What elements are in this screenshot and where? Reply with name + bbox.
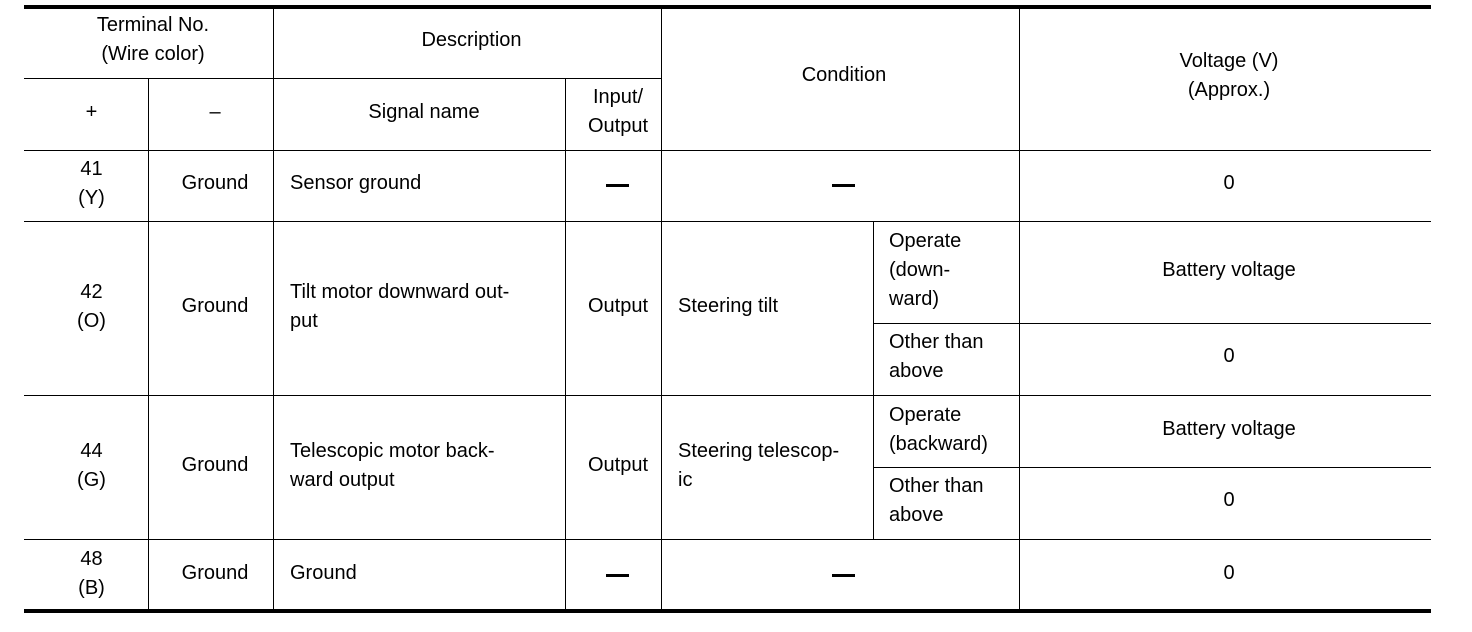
column-divider [873,395,874,539]
signal-line: put [290,310,318,332]
condition-line: Steering telescop- [678,440,840,462]
voltage-cell: 0 [1223,345,1235,367]
terminal-cell [24,545,159,603]
table-top-border [24,5,1431,9]
state-line: Other than [889,331,984,353]
terminal-number: 48 [80,548,103,570]
state-line: above [889,360,944,382]
state-cell [889,472,984,530]
state-cell [889,227,961,314]
header-voltage-line: (Approx.) [1187,79,1271,101]
wire-color: (Y) [78,187,105,209]
state-line: ward) [889,288,940,310]
voltage-cell: 0 [1223,489,1235,511]
state-cell [889,401,988,459]
condition-cell [832,184,855,187]
signal-cell: Ground [290,562,357,584]
minus-cell: Ground [181,172,249,194]
terminal-cell [24,155,159,213]
header-terminal-line: (Wire color) [101,43,205,65]
minus-cell: Ground [181,295,249,317]
signal-line: Telescopic motor back- [290,440,495,462]
sub-row-divider [874,323,1431,324]
condition-cell [832,574,855,577]
state-line: Operate [889,404,962,426]
signal-cell: Sensor ground [290,172,422,194]
state-line: above [889,504,944,526]
state-line: Other than [889,475,984,497]
header-terminal-line: Terminal No. [96,14,210,36]
header-input-output [566,83,670,141]
state-line: (backward) [889,433,988,455]
sub-row-divider [874,467,1431,468]
minus-cell: Ground [181,454,249,476]
header-description: Description [421,29,522,51]
condition-cell: Steering tilt [678,295,779,317]
table-bottom-border [24,609,1431,613]
wire-color: (G) [77,469,106,491]
condition-line: ic [678,469,693,491]
header-bottom-border [24,150,1431,151]
header-terminal-no [24,11,282,69]
state-line: (down- [889,259,951,281]
io-cell: Output [587,454,649,476]
io-cell: Output [587,295,649,317]
header-voltage-line: Voltage (V) [1179,50,1279,72]
wire-color: (B) [78,577,105,599]
header-voltage [1020,47,1438,105]
signal-cell [290,437,495,495]
column-divider [565,78,566,609]
signal-line: ward output [290,469,395,491]
column-divider [873,221,874,395]
condition-cell [678,437,839,495]
voltage-cell: Battery voltage [1162,259,1296,281]
wire-color: (O) [77,310,106,332]
header-signal-name: Signal name [368,101,480,123]
header-minus: – [209,101,221,123]
terminal-cell [24,437,159,495]
state-line: Operate [889,230,962,252]
voltage-cell: 0 [1223,172,1235,194]
terminal-cell [24,278,159,336]
header-divider [24,78,662,79]
voltage-cell: Battery voltage [1162,418,1296,440]
io-cell [606,574,629,577]
header-condition: Condition [801,64,887,86]
header-plus: + [85,101,98,123]
row-divider [24,221,1431,222]
minus-cell: Ground [181,562,249,584]
row-divider [24,395,1431,396]
row-divider [24,539,1431,540]
terminal-number: 44 [80,440,103,462]
terminal-number: 41 [80,158,103,180]
header-io-line: Input/ [592,86,644,108]
signal-line: Tilt motor downward out- [290,281,510,303]
io-cell [606,184,629,187]
signal-cell [290,278,509,336]
header-io-line: Output [587,115,649,137]
state-cell [889,328,984,386]
terminal-number: 42 [80,281,103,303]
voltage-cell: 0 [1223,562,1235,584]
